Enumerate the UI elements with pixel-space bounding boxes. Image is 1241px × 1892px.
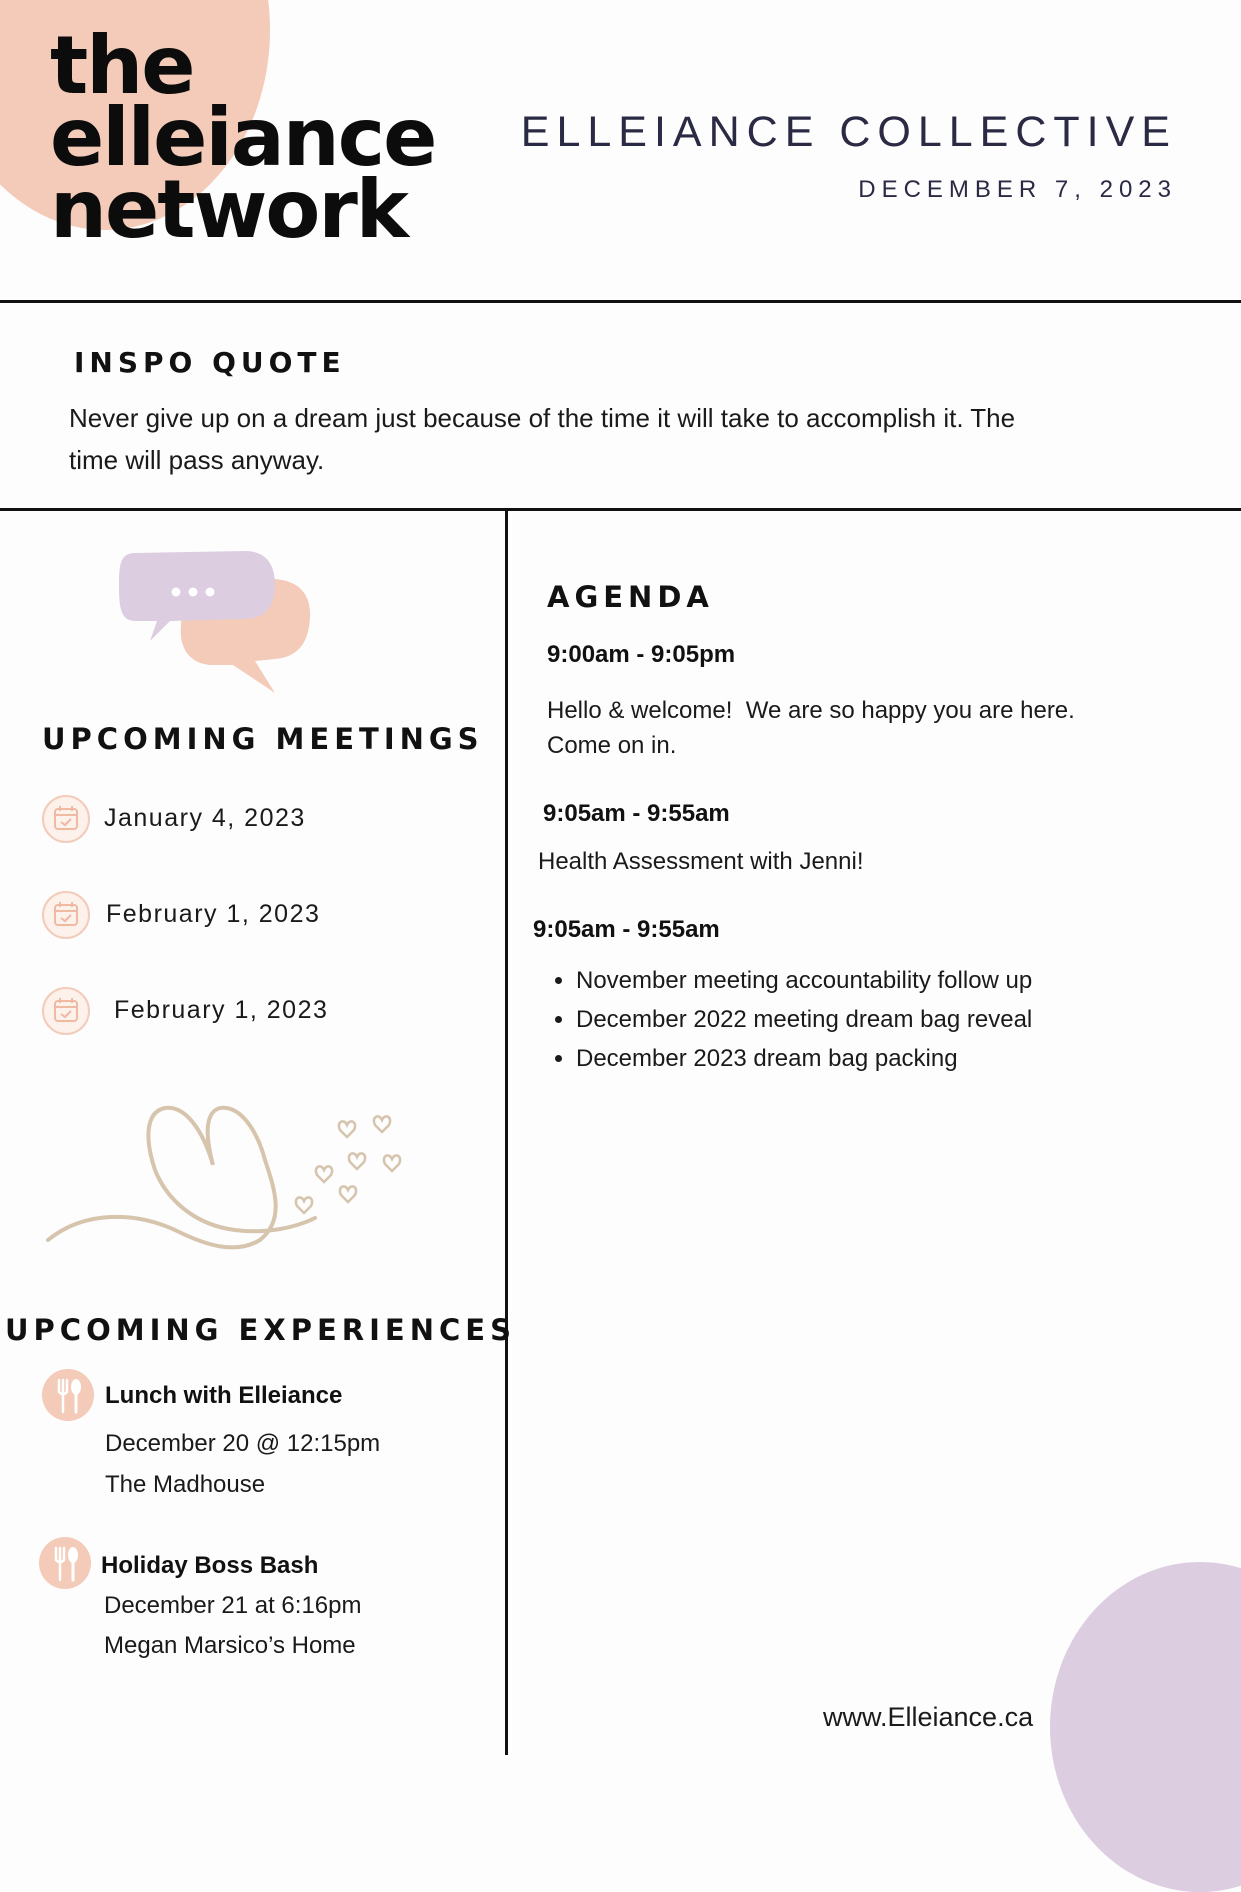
calendar-icon	[42, 795, 90, 843]
chat-bubbles-icon	[115, 545, 335, 695]
divider-middle	[0, 508, 1241, 511]
quote-line-1: Never give up on a dream just because of the time it will take to accomplish it. The	[69, 403, 1016, 433]
logo-line-2: elleiance	[50, 91, 436, 184]
experience-2-title: Holiday Boss Bash	[101, 1552, 319, 1579]
agenda-time-1: 9:00am - 9:05pm	[547, 641, 736, 668]
document-date: DECEMBER 7, 2023	[858, 176, 1177, 203]
experience-2-where: Megan Marsico’s Home	[104, 1632, 356, 1659]
meeting-item	[42, 987, 90, 1040]
org-name: ELLEIANCE COLLECTIVE	[520, 108, 1177, 156]
quote-title: INSPO QUOTE	[74, 346, 346, 379]
agenda-title: AGENDA	[547, 580, 714, 614]
meetings-title: UPCOMING MEETINGS	[42, 722, 484, 756]
agenda-time-2: 9:05am - 9:55am	[543, 800, 730, 827]
column-divider	[505, 510, 508, 1755]
calendar-icon	[42, 987, 90, 1035]
experience-1-where: The Madhouse	[105, 1471, 266, 1498]
logo-line-1: the	[50, 19, 194, 112]
divider-top	[0, 300, 1241, 303]
fork-spoon-icon	[41, 1368, 95, 1422]
experience-1-when: December 20 @ 12:15pm	[105, 1430, 381, 1457]
lilac-circle-decoration	[1050, 1562, 1241, 1892]
quote-line-2: time will pass anyway.	[69, 445, 325, 475]
agenda-text-1-line-2: Come on in.	[547, 732, 677, 759]
list-item: • December 2022 meeting dream bag reveal	[576, 1000, 1032, 1039]
experience-2-when: December 21 at 6:16pm	[104, 1592, 362, 1619]
agenda-text-1-line-1: Hello & welcome! We are so happy you are here.	[547, 697, 1075, 724]
quote-text	[69, 397, 1169, 481]
logo-line-3: network	[50, 163, 407, 256]
experiences-title: UPCOMING EXPERIENCES	[5, 1313, 516, 1347]
agenda-text-1	[547, 693, 1075, 763]
calendar-icon	[42, 891, 90, 939]
logo	[50, 19, 436, 256]
list-item: • December 2023 dream bag packing	[576, 1039, 1032, 1078]
list-item: • November meeting accountability follow up	[576, 961, 1032, 1000]
website-link[interactable]: www.Elleiance.ca	[823, 1702, 1034, 1732]
fork-spoon-icon	[38, 1536, 92, 1590]
meeting-item	[42, 795, 90, 848]
meeting-date-3: February 1, 2023	[114, 996, 329, 1024]
agenda-text-2: Health Assessment with Jenni!	[538, 848, 864, 875]
agenda-bullet-list	[534, 961, 1032, 1078]
meeting-item	[42, 891, 90, 944]
meeting-date-1: January 4, 2023	[104, 804, 306, 832]
heart-doodle-icon	[45, 1100, 415, 1260]
experience-1-title: Lunch with Elleiance	[105, 1382, 343, 1409]
agenda-time-3: 9:05am - 9:55am	[533, 916, 720, 943]
meeting-date-2: February 1, 2023	[106, 900, 321, 928]
